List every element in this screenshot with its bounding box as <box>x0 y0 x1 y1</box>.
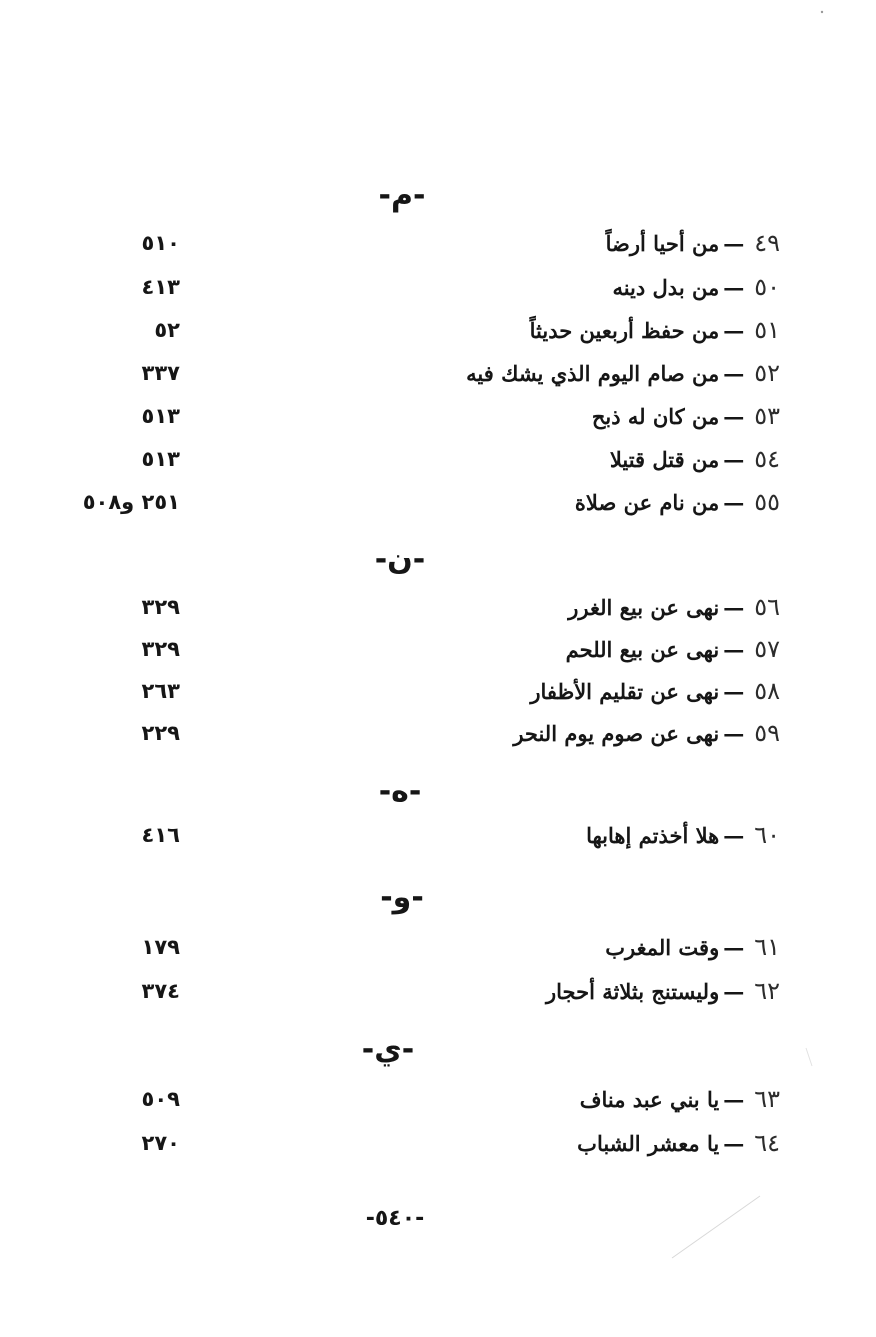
index-entry: ٥٩—نهى عن صوم يوم النحر <box>220 712 780 754</box>
entry-title: نهى عن بيع اللحم <box>565 637 720 662</box>
section-heading-ha: -ه- <box>378 774 422 809</box>
page-reference: ٥١٣ <box>141 404 180 428</box>
page-reference: ٢٢٩ <box>141 721 180 745</box>
entry-title: نهى عن بيع الغرر <box>568 595 720 620</box>
entry-title: نهى عن تقليم الأظفار <box>530 679 720 704</box>
handwritten-number: ٤٩ <box>754 229 780 257</box>
index-entry: ٥١—من حفظ أربعين حديثاً <box>220 309 780 351</box>
entry-title: يا بني عبد مناف <box>579 1087 720 1112</box>
handwritten-number: ٦٠ <box>754 821 780 849</box>
entry-title: من نام عن صلاة <box>574 490 720 515</box>
entry-title: يا معشر الشباب <box>577 1131 720 1156</box>
entry-title: وليستنج بثلاثة أحجار <box>546 979 720 1004</box>
handwritten-number: ٥٥ <box>754 488 780 516</box>
page-reference: ٣٣٧ <box>141 361 180 385</box>
index-entry: ٥٨—نهى عن تقليم الأظفار <box>220 670 780 712</box>
page-footer-number: -٥٤٠- <box>365 1206 425 1231</box>
index-entry: ٥٥—من نام عن صلاة <box>220 481 780 523</box>
page-reference: ٥٠٩ <box>141 1087 180 1111</box>
handwritten-number: ٥٠ <box>754 273 780 301</box>
handwritten-number: ٥٤ <box>754 445 780 473</box>
entry-title: من أحيا أرضاً <box>605 231 720 256</box>
page-reference: ٢٥١ و٥٠٨ <box>82 490 180 514</box>
handwritten-number: ٦٤ <box>754 1129 780 1157</box>
handwritten-number: ٥٩ <box>754 719 780 747</box>
index-entry: ٥٤—من قتل قتيلا <box>220 438 780 480</box>
section-heading-meem: -م- <box>378 178 426 213</box>
handwritten-number: ٥٦ <box>754 593 780 621</box>
entry-title: وقت المغرب <box>605 935 720 960</box>
entry-title: من قتل قتيلا <box>609 447 720 472</box>
index-entry: ٥٦—نهى عن بيع الغرر <box>220 586 780 628</box>
index-entry: ٦٣—يا بني عبد مناف <box>220 1078 780 1120</box>
index-entry: ٦٢—وليستنج بثلاثة أحجار <box>220 970 780 1012</box>
index-entry: ٥٣—من كان له ذبح <box>220 395 780 437</box>
handwritten-number: ٥٢ <box>754 359 780 387</box>
scan-dot <box>821 11 823 13</box>
index-entry: ٦٠—هلا أخذتم إهابها <box>220 814 780 856</box>
page-reference: ٢٦٣ <box>141 679 180 703</box>
page-reference: ٣٧٤ <box>141 979 180 1003</box>
section-heading-ya: -ي- <box>361 1032 415 1067</box>
page-reference: ٤١٣ <box>141 275 180 299</box>
entry-title: هلا أخذتم إهابها <box>586 823 720 848</box>
index-entry: ٤٩—من أحيا أرضاً <box>220 222 780 264</box>
entry-title: من حفظ أربعين حديثاً <box>529 318 720 343</box>
page-reference: ٣٢٩ <box>141 637 180 661</box>
handwritten-number: ٥٧ <box>754 635 780 663</box>
page-reference: ٢٧٠ <box>141 1131 180 1155</box>
section-heading-noon: -ن- <box>374 542 426 577</box>
entry-title: من صام اليوم الذي يشك فيه <box>466 361 720 386</box>
scan-scratch <box>806 1048 812 1066</box>
index-entry: ٥٠—من بدل دينه <box>220 266 780 308</box>
index-entry: ٦٤—يا معشر الشباب <box>220 1122 780 1164</box>
handwritten-number: ٥٣ <box>754 402 780 430</box>
page-reference: ٤١٦ <box>141 823 180 847</box>
entry-title: نهى عن صوم يوم النحر <box>513 721 720 746</box>
handwritten-number: ٦٢ <box>754 977 780 1005</box>
page-reference: ٣٢٩ <box>141 595 180 619</box>
handwritten-number: ٦٣ <box>754 1085 780 1113</box>
page-reference: ٥١٠ <box>141 231 180 255</box>
section-heading-waw: -و- <box>380 880 424 915</box>
page-reference: ٥١٣ <box>141 447 180 471</box>
page-reference: ١٧٩ <box>141 935 180 959</box>
entry-title: من كان له ذبح <box>591 404 720 429</box>
handwritten-number: ٥٨ <box>754 677 780 705</box>
index-entry: ٦١—وقت المغرب <box>220 926 780 968</box>
handwritten-number: ٦١ <box>754 933 780 961</box>
handwritten-number: ٥١ <box>754 316 780 344</box>
entry-title: من بدل دينه <box>612 275 720 300</box>
page-reference: ٥٢ <box>154 318 180 342</box>
scan-scratch <box>672 1196 760 1258</box>
index-entry: ٥٢—من صام اليوم الذي يشك فيه <box>220 352 780 394</box>
index-entry: ٥٧—نهى عن بيع اللحم <box>220 628 780 670</box>
